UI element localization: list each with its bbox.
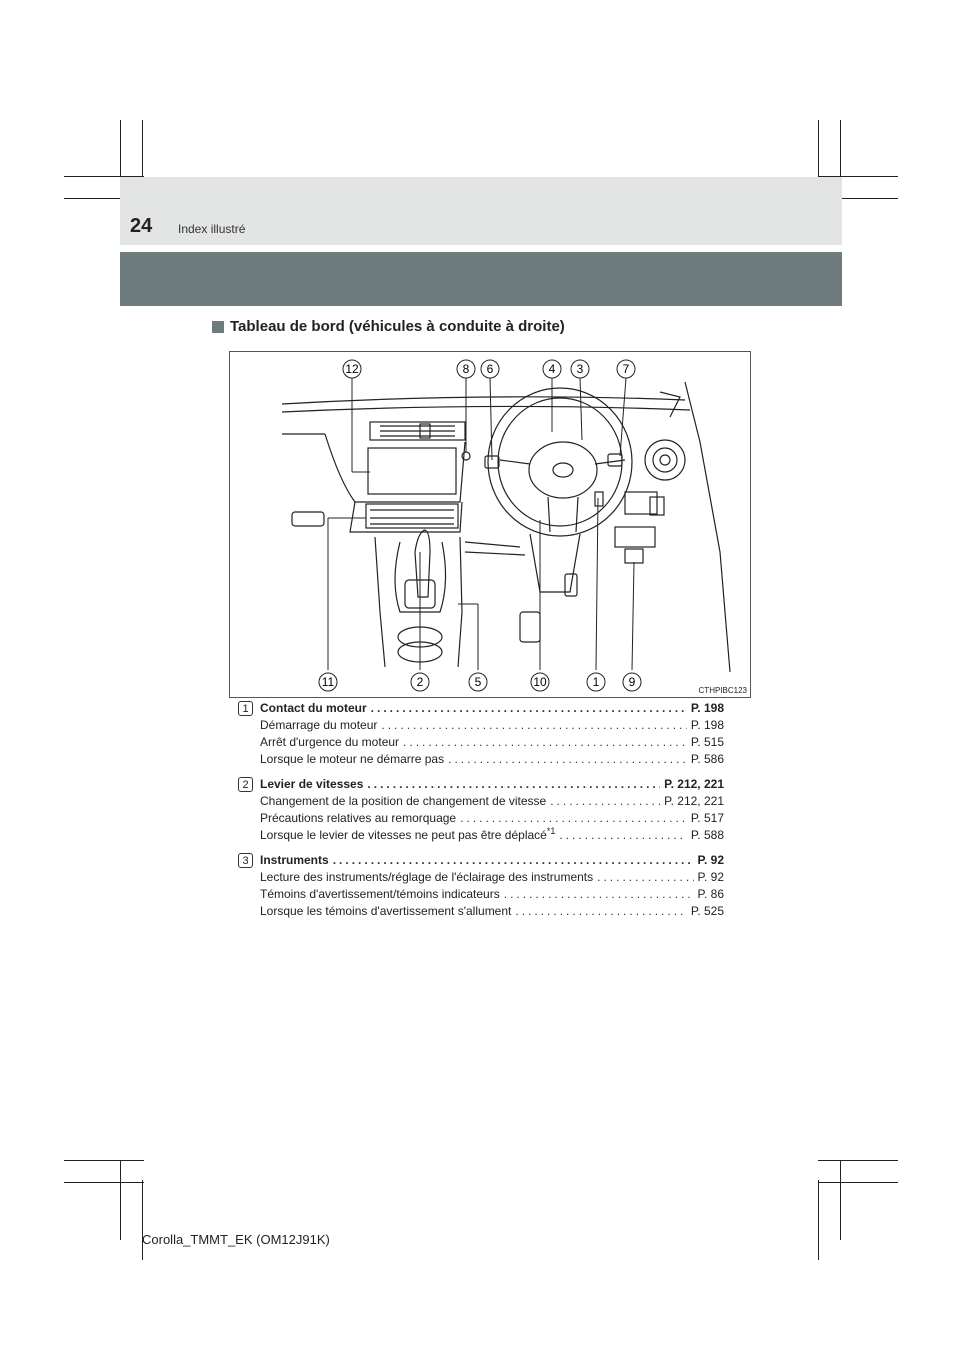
entry-item-label (260, 827, 555, 844)
entry-item[interactable] (260, 810, 724, 827)
dot-leader (504, 886, 694, 903)
entry-title-line[interactable] (260, 776, 724, 793)
crop-mark (818, 1182, 898, 1183)
page-ref: P. 517 (690, 811, 724, 825)
entry-number: 3 (238, 853, 253, 868)
page-ref: P. 86 (697, 887, 724, 901)
entry-title-line[interactable] (260, 852, 724, 869)
callout-10: 10 (533, 675, 547, 689)
entry-number: 1 (238, 701, 253, 716)
dot-leader (333, 852, 694, 869)
crop-mark (840, 1160, 841, 1240)
page-section-title: Index illustré (178, 222, 246, 236)
page-ref: P. 588 (690, 828, 724, 842)
page-ref: P. 198 (690, 718, 724, 732)
entry-item-label: Témoins d'avertissement/témoins indicateurs (260, 887, 500, 901)
crop-mark (64, 1182, 144, 1183)
callout-1: 1 (592, 675, 600, 689)
crop-mark (818, 1160, 898, 1161)
entry-item[interactable] (260, 734, 724, 751)
page-ref: P. 515 (690, 735, 724, 749)
dot-leader (550, 793, 660, 810)
section-heading (212, 318, 565, 335)
entry-number: 2 (238, 777, 253, 792)
callout-9: 9 (628, 675, 636, 689)
heading-square-icon (212, 321, 224, 333)
entry-item[interactable] (260, 886, 724, 903)
dot-leader (597, 869, 693, 886)
callout-3: 3 (576, 362, 584, 376)
callout-11: 11 (321, 675, 335, 689)
entry-title: Levier de vitesses (260, 777, 364, 791)
entry-item-label: Lecture des instruments/réglage de l'éclairage des instruments (260, 870, 594, 884)
dot-leader (371, 700, 687, 717)
entry-title: Contact du moteur (260, 701, 367, 715)
crop-mark (818, 1180, 819, 1260)
page-number: 24 (130, 215, 153, 237)
callout-2: 2 (416, 675, 424, 689)
entry-item-label: Lorsque les témoins d'avertissement s'allument (260, 904, 512, 918)
page-ref: P. 212, 221 (664, 777, 724, 791)
entry-title: Instruments (260, 853, 329, 867)
page-ref: P. 198 (690, 701, 724, 715)
entry-item-label: Changement de la position de changement de vitesse (260, 794, 547, 808)
dot-leader (460, 810, 687, 827)
entry-item[interactable] (260, 827, 724, 844)
entry-item[interactable] (260, 751, 724, 768)
dot-leader (515, 903, 686, 920)
footnote-marker: *1 (546, 826, 556, 836)
callout-7: 7 (622, 362, 630, 376)
page-ref: P. 212, 221 (664, 794, 724, 808)
entry-item[interactable] (260, 793, 724, 810)
index-entry (238, 700, 724, 768)
footer-model-code: Corolla_TMMT_EK (OM12J91K) (142, 1232, 330, 1247)
callout-12: 12 (345, 362, 359, 376)
dot-leader (367, 776, 660, 793)
dot-leader (559, 827, 686, 844)
crop-mark (142, 1180, 143, 1260)
dashboard-illustration (229, 351, 751, 698)
dot-leader (448, 751, 687, 768)
entry-item-label: Arrêt d'urgence du moteur (260, 735, 400, 749)
entry-title-line[interactable] (260, 700, 724, 717)
page-ref: P. 586 (690, 752, 724, 766)
callout-8: 8 (462, 362, 470, 376)
entry-item-label: Démarrage du moteur (260, 718, 378, 732)
entry-item-label-text: Lorsque le levier de vitesses ne peut pas être déplacé (260, 828, 547, 842)
dashboard-drawing (230, 352, 750, 697)
section-heading-text: Tableau de bord (véhicules à conduite à droite) (230, 318, 565, 335)
index-entries (238, 700, 724, 928)
callout-5: 5 (474, 675, 482, 689)
crop-mark (120, 1160, 121, 1240)
page-ref: P. 92 (697, 870, 724, 884)
entry-item[interactable] (260, 869, 724, 886)
entry-item-label: Précautions relatives au remorquage (260, 811, 457, 825)
dot-leader (381, 717, 686, 734)
index-entry (238, 776, 724, 844)
index-entry (238, 852, 724, 920)
figure-code: CTHPIBC123 (698, 686, 747, 695)
callout-6: 6 (486, 362, 494, 376)
crop-mark (64, 1160, 144, 1161)
entry-item[interactable] (260, 903, 724, 920)
entry-item[interactable] (260, 717, 724, 734)
page-ref: P. 92 (697, 853, 724, 867)
header-bar (120, 252, 842, 306)
callout-4: 4 (548, 362, 556, 376)
page-ref: P. 525 (690, 904, 724, 918)
entry-item-label: Lorsque le moteur ne démarre pas (260, 752, 445, 766)
dot-leader (403, 734, 687, 751)
